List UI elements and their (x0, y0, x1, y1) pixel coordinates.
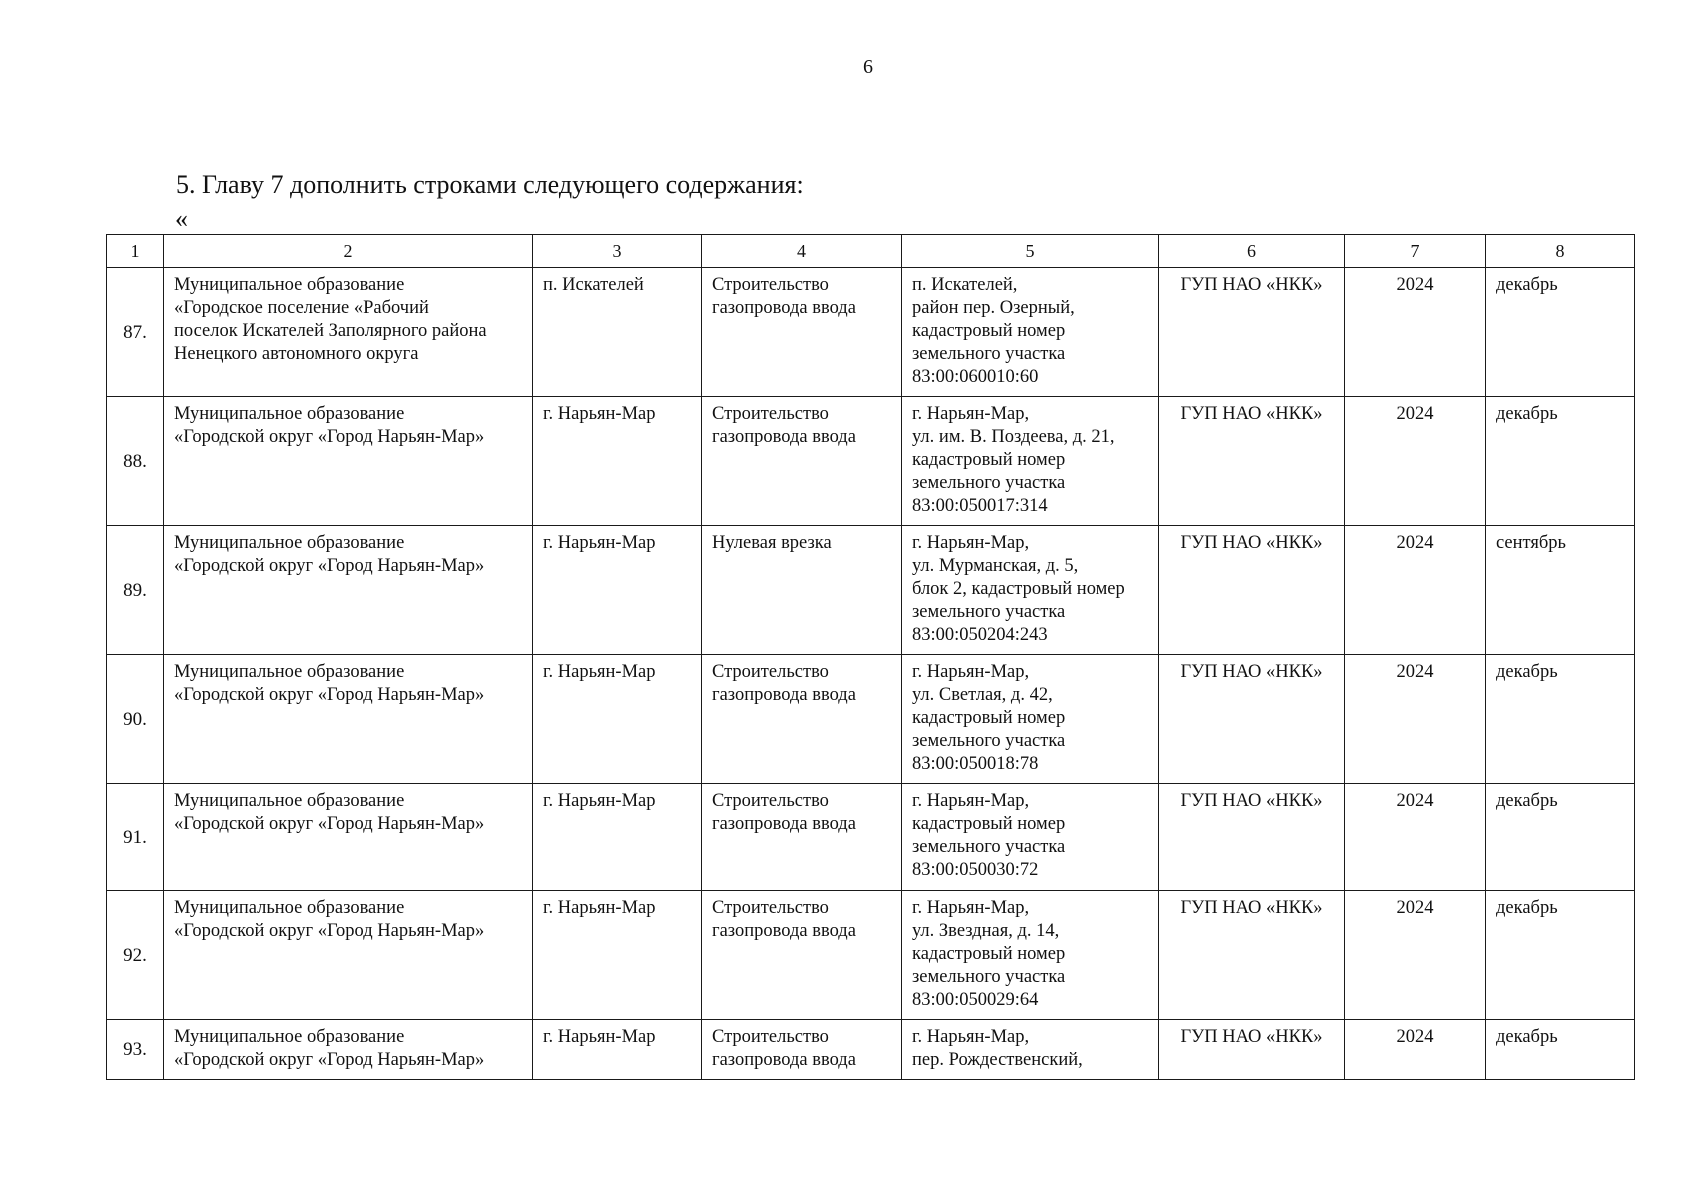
table-row (107, 891, 1635, 1020)
address-line: 83:00:060010:60 (912, 367, 1039, 387)
address-line: земельного участка (912, 344, 1066, 364)
work-type-cell (702, 397, 902, 526)
work-line: Нулевая врезка (712, 533, 832, 553)
work-line: Строительство (712, 898, 829, 918)
address-line: земельного участка (912, 967, 1066, 987)
address-line: район пер. Озерный, (912, 298, 1075, 318)
municipality-cell (164, 655, 533, 784)
organization-cell: ГУП НАО «НКК» (1159, 268, 1345, 397)
municipality-line: Ненецкого автономного округа (174, 344, 419, 364)
address-line: п. Искателей, (912, 275, 1018, 295)
address-line: земельного участка (912, 731, 1066, 751)
municipality-line: Муниципальное образование (174, 533, 405, 553)
table-body (107, 235, 1635, 1080)
address-line: г. Нарьян-Мар, (912, 1027, 1030, 1047)
municipality-line: Муниципальное образование (174, 275, 405, 295)
address-line: ул. им. В. Поздеева, д. 21, (912, 427, 1115, 447)
work-line: Строительство (712, 791, 829, 811)
municipality-line: Муниципальное образование (174, 1027, 405, 1047)
work-type-cell (702, 1020, 902, 1080)
row-number-cell: 90. (107, 655, 164, 784)
month-cell: декабрь (1486, 784, 1635, 891)
address-cell (902, 784, 1159, 891)
section-heading: 5. Главу 7 дополнить строками следующего содержания: (176, 170, 804, 199)
address-cell (902, 891, 1159, 1020)
municipality-line: Муниципальное образование (174, 404, 405, 424)
work-line: Строительство (712, 662, 829, 682)
address-line: ул. Мурманская, д. 5, (912, 556, 1079, 576)
page-number: 6 (863, 56, 873, 78)
year-cell: 2024 (1345, 784, 1486, 891)
year-cell: 2024 (1345, 397, 1486, 526)
locality-cell: г. Нарьян-Мар (533, 655, 702, 784)
address-line: блок 2, кадастровый номер (912, 579, 1125, 599)
year-cell: 2024 (1345, 891, 1486, 1020)
address-line: 83:00:050018:78 (912, 754, 1039, 774)
address-line: кадастровый номер (912, 321, 1066, 341)
municipality-line: «Городской округ «Город Нарьян-Мар» (174, 814, 485, 834)
municipality-line: «Городской округ «Город Нарьян-Мар» (174, 685, 485, 705)
address-line: ул. Светлая, д. 42, (912, 685, 1053, 705)
address-line: 83:00:050029:64 (912, 990, 1039, 1010)
address-line: г. Нарьян-Мар, (912, 791, 1030, 811)
municipality-cell (164, 784, 533, 891)
address-line: кадастровый номер (912, 450, 1066, 470)
address-line: кадастровый номер (912, 814, 1066, 834)
municipality-line: «Городской округ «Город Нарьян-Мар» (174, 427, 485, 447)
work-type-cell (702, 891, 902, 1020)
address-line: земельного участка (912, 473, 1066, 493)
header-cell-2: 2 (164, 235, 533, 268)
municipality-line: Муниципальное образование (174, 898, 405, 918)
municipality-cell (164, 268, 533, 397)
municipality-cell (164, 891, 533, 1020)
locality-cell: г. Нарьян-Мар (533, 1020, 702, 1080)
table-row (107, 784, 1635, 891)
work-line: газопровода ввода (712, 685, 856, 705)
row-number-cell: 88. (107, 397, 164, 526)
municipality-line: «Городской округ «Город Нарьян-Мар» (174, 1050, 485, 1070)
address-line: г. Нарьян-Мар, (912, 533, 1030, 553)
month-cell: декабрь (1486, 268, 1635, 397)
locality-cell: г. Нарьян-Мар (533, 397, 702, 526)
year-cell: 2024 (1345, 526, 1486, 655)
work-type-cell (702, 655, 902, 784)
table-header-row (107, 235, 1635, 268)
municipality-cell (164, 1020, 533, 1080)
header-cell-8: 8 (1486, 235, 1635, 268)
address-line: пер. Рождественский, (912, 1050, 1083, 1070)
municipality-line: Муниципальное образование (174, 662, 405, 682)
month-cell: сентябрь (1486, 526, 1635, 655)
work-line: газопровода ввода (712, 921, 856, 941)
locality-cell: г. Нарьян-Мар (533, 891, 702, 1020)
opening-quote-mark: « (175, 204, 188, 233)
year-cell: 2024 (1345, 655, 1486, 784)
address-line: 83:00:050017:314 (912, 496, 1048, 516)
municipality-cell (164, 526, 533, 655)
year-cell: 2024 (1345, 1020, 1486, 1080)
row-number-cell: 89. (107, 526, 164, 655)
address-cell (902, 526, 1159, 655)
row-number-cell: 92. (107, 891, 164, 1020)
amendment-table (106, 234, 1635, 1080)
address-cell (902, 397, 1159, 526)
table-row (107, 397, 1635, 526)
year-cell: 2024 (1345, 268, 1486, 397)
locality-cell: п. Искателей (533, 268, 702, 397)
municipality-line: «Городской округ «Город Нарьян-Мар» (174, 556, 485, 576)
work-line: газопровода ввода (712, 1050, 856, 1070)
address-line: г. Нарьян-Мар, (912, 898, 1030, 918)
address-line: 83:00:050030:72 (912, 860, 1039, 880)
work-line: газопровода ввода (712, 814, 856, 834)
address-line: г. Нарьян-Мар, (912, 404, 1030, 424)
table-row (107, 655, 1635, 784)
municipality-line: «Городское поселение «Рабочий (174, 298, 429, 318)
address-cell (902, 268, 1159, 397)
header-cell-6: 6 (1159, 235, 1345, 268)
municipality-cell (164, 397, 533, 526)
organization-cell: ГУП НАО «НКК» (1159, 397, 1345, 526)
header-cell-3: 3 (533, 235, 702, 268)
work-line: газопровода ввода (712, 298, 856, 318)
municipality-line: «Городской округ «Город Нарьян-Мар» (174, 921, 485, 941)
table-row (107, 1020, 1635, 1080)
month-cell: декабрь (1486, 1020, 1635, 1080)
address-line: земельного участка (912, 602, 1066, 622)
work-line: Строительство (712, 404, 829, 424)
organization-cell: ГУП НАО «НКК» (1159, 1020, 1345, 1080)
organization-cell: ГУП НАО «НКК» (1159, 891, 1345, 1020)
locality-cell: г. Нарьян-Мар (533, 784, 702, 891)
row-number-cell: 93. (107, 1020, 164, 1080)
month-cell: декабрь (1486, 891, 1635, 1020)
address-line: кадастровый номер (912, 944, 1066, 964)
header-cell-5: 5 (902, 235, 1159, 268)
work-line: газопровода ввода (712, 427, 856, 447)
header-cell-7: 7 (1345, 235, 1486, 268)
table-row (107, 526, 1635, 655)
locality-cell: г. Нарьян-Мар (533, 526, 702, 655)
work-type-cell (702, 784, 902, 891)
organization-cell: ГУП НАО «НКК» (1159, 784, 1345, 891)
organization-cell: ГУП НАО «НКК» (1159, 526, 1345, 655)
address-line: 83:00:050204:243 (912, 625, 1048, 645)
work-line: Строительство (712, 1027, 829, 1047)
work-type-cell (702, 268, 902, 397)
organization-cell: ГУП НАО «НКК» (1159, 655, 1345, 784)
address-line: земельного участка (912, 837, 1066, 857)
table-row (107, 268, 1635, 397)
municipality-line: поселок Искателей Заполярного района (174, 321, 487, 341)
row-number-cell: 91. (107, 784, 164, 891)
address-line: кадастровый номер (912, 708, 1066, 728)
address-cell (902, 1020, 1159, 1080)
row-number-cell: 87. (107, 268, 164, 397)
address-line: ул. Звездная, д. 14, (912, 921, 1060, 941)
month-cell: декабрь (1486, 655, 1635, 784)
address-line: г. Нарьян-Мар, (912, 662, 1030, 682)
municipality-line: Муниципальное образование (174, 791, 405, 811)
address-cell (902, 655, 1159, 784)
work-type-cell (702, 526, 902, 655)
header-cell-4: 4 (702, 235, 902, 268)
header-cell-1: 1 (107, 235, 164, 268)
month-cell: декабрь (1486, 397, 1635, 526)
work-line: Строительство (712, 275, 829, 295)
